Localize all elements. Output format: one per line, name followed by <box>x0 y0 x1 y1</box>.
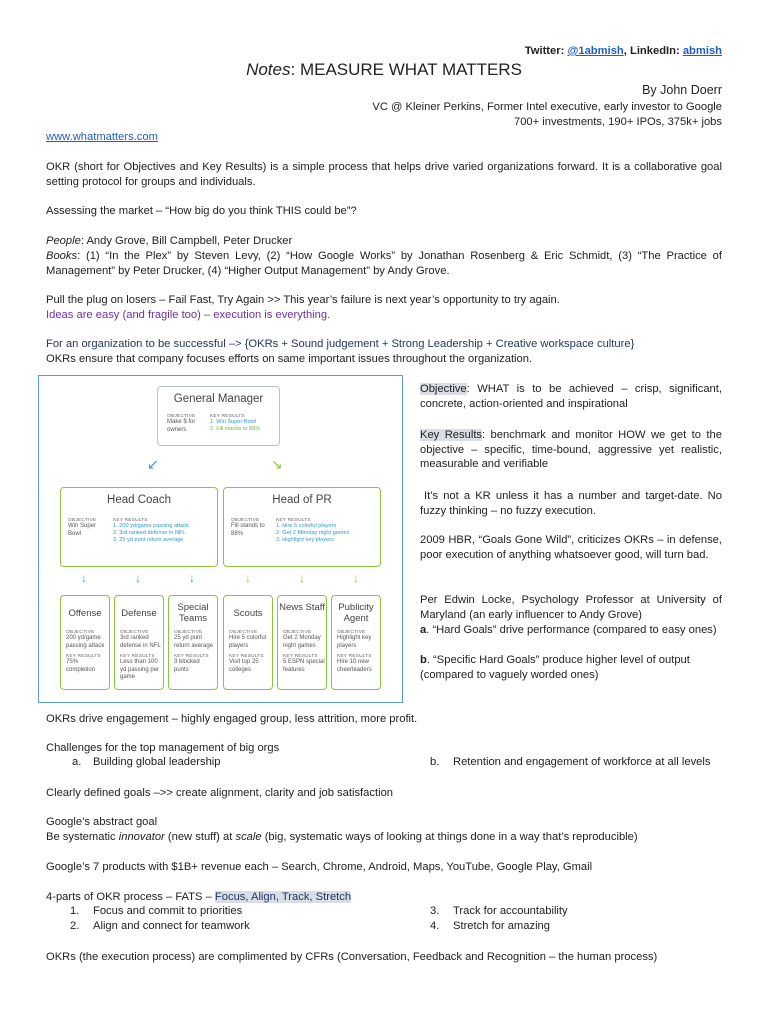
objective-text: : WHAT is to be achieved – crisp, significant, concrete, action-oriented and inspirational <box>420 383 722 410</box>
ns-kr-label: KEY RESULTS <box>283 654 318 659</box>
point-b-text: . “Specific Hard Goals” produce higher level of output (compared to vaguely worded ones) <box>420 654 690 681</box>
people-label: People <box>46 235 81 247</box>
scouts-box <box>223 595 273 690</box>
offense-box <box>60 595 110 690</box>
website-link[interactable]: www.whatmatters.com <box>46 131 158 143</box>
twitter-link[interactable]: @1abmish <box>567 45 624 57</box>
challenges-line: Challenges for the top management of big orgs <box>46 742 280 754</box>
challenge-a-mark: a. <box>72 756 82 768</box>
publicity-agent-box <box>331 595 381 690</box>
linkedin-label: LinkedIn: <box>629 45 683 57</box>
notes-colon: : <box>290 60 300 79</box>
fats-2: Align and connect for teamwork <box>93 920 250 932</box>
arrow-down-left-icon: ↙ <box>147 456 159 472</box>
ensure-line: OKRs ensure that company focuses efforts on same important issues throughout the organization. <box>46 353 533 365</box>
gm-kr-2: 2. Fill stands to 88% <box>210 426 261 433</box>
sc-kr-label: KEY RESULTS <box>229 654 264 659</box>
fats-highlight: Focus, Align, Track, Stretch <box>214 891 352 903</box>
fats-1: Focus and commit to priorities <box>93 905 243 917</box>
challenge-b: Retention and engagement of workforce at all levels <box>453 756 711 768</box>
hc-kr-label: KEY RESULTS <box>113 518 148 523</box>
fats-4: Stretch for amazing <box>453 920 551 932</box>
head-of-pr-box <box>223 487 381 567</box>
plug-line: Pull the plug on losers – Fail Fast, Try Again >> This year’s failure is next year’s opportunity to try again. <box>46 294 560 306</box>
systematic-line <box>46 830 638 845</box>
gm-obj-label: OBJECTIVE <box>167 414 196 419</box>
news-staff-title: News Staff <box>279 602 325 613</box>
abstract-goal-line: Google’s abstract goal <box>46 816 158 828</box>
off-kr: 75% completion <box>66 659 96 673</box>
books-label: Books <box>46 250 78 262</box>
st-objective: 25 yd punt return average <box>174 635 214 649</box>
pr-kr-1: 1. Hire 5 colorful players <box>276 523 337 529</box>
gm-title: General Manager <box>173 393 264 405</box>
people-line <box>46 234 292 249</box>
head-coach-title: Head Coach <box>107 494 171 506</box>
locke-note: Per Edwin Locke, Psychology Professor at University of Maryland (an early influencer to Andy Grove) <box>420 594 722 621</box>
locke-point-b <box>420 653 722 682</box>
hc-objective: Win Super Bowl <box>68 523 97 537</box>
challenge-a: Building global leadership <box>93 756 221 768</box>
hbr-note: 2009 HBR, “Goals Gone Wild”, criticizes OKRs – in defense, poor execution of anything whatsoever good, will turn bad. <box>420 534 722 561</box>
fats-3: Track for accountability <box>453 905 568 917</box>
cfr-line: OKRs (the execution process) are complimented by CFRs (Conversation, Feedback and Recognition – the human process) <box>46 951 658 963</box>
sys-part-1: Be systematic <box>46 831 119 843</box>
books-line <box>46 249 722 278</box>
pa-kr: Hire 10 new cheerleaders <box>337 659 372 673</box>
notes-prefix: Notes <box>246 60 291 79</box>
okr-definition: OKR (short for Objectives and Key Results) is a simple process that helps drive varied organizations forward. It is a collaborative goal setting protocol for groups and individuals. <box>46 161 722 188</box>
def-kr: Less than 100 yd passing per game <box>120 659 160 680</box>
objective-label: Objective <box>420 383 467 395</box>
ns-obj-label: OBJECTIVE <box>283 630 312 635</box>
products-line: Google’s 7 products with $1B+ revenue each – Search, Chrome, Android, Maps, YouTube, Google Play, Gmail <box>46 861 593 873</box>
books-text: : (1) “In the Plex” by Steven Levy, (2) “How Google Works” by Jonathan Rosenberg & Eric Schmidt, (3) “The Practice of Management” by Peter Drucker, (4) “Higher Output Management” by Andy Grove. <box>46 250 722 277</box>
defense-box <box>114 595 164 690</box>
off-kr-label: KEY RESULTS <box>66 654 101 659</box>
sys-part-2: (new stuff) at <box>164 831 236 843</box>
challenge-b-mark: b. <box>430 756 440 768</box>
gm-objective: Make $ for owners <box>167 419 196 433</box>
special-teams-box <box>168 595 218 690</box>
fats-3-mark: 3. <box>430 905 440 917</box>
offense-title: Offense <box>68 608 102 619</box>
hc-kr-1: 1. 200 yd/game passing attack <box>113 523 189 529</box>
gm-kr-1: 1. Win Super Bowl <box>210 419 257 425</box>
author-desc-1: VC @ Kleiner Perkins, Former Intel executive, early investor to Google <box>372 101 722 113</box>
locke-point-a <box>420 623 722 638</box>
arrow-down-icon: ↓ <box>353 571 359 585</box>
pr-objective: Fill stands to 88% <box>231 523 265 537</box>
fats-prefix: 4-parts of OKR process – FATS – <box>46 891 215 903</box>
key-results-label: Key Results <box>420 429 483 441</box>
def-obj-label: OBJECTIVE <box>120 630 149 635</box>
linkedin-link[interactable]: abmish <box>682 45 722 57</box>
arrow-down-icon: ↓ <box>135 571 141 585</box>
ns-kr: 5 ESPN special features <box>283 659 325 673</box>
author: By John Doerr <box>642 83 722 97</box>
title-text: MEASURE WHAT MATTERS <box>299 60 522 79</box>
okr-org-chart <box>38 375 403 703</box>
arrow-down-icon: ↓ <box>81 571 87 585</box>
scouts-title: Scouts <box>233 608 263 619</box>
success-line: For an organization to be successful –> {OKRs + Sound judgement + Strong Leadership + Creative workspace culture} <box>46 338 635 350</box>
def-kr-label: KEY RESULTS <box>120 654 155 659</box>
social-links <box>525 44 722 59</box>
key-results-definition <box>420 428 722 472</box>
st-obj-label: OBJECTIVE <box>174 630 203 635</box>
hc-kr-2: 2. 3rd ranked defense in NFL <box>113 530 186 537</box>
pr-kr-label: KEY RESULTS <box>276 518 311 523</box>
pa-obj-label: OBJECTIVE <box>337 630 366 635</box>
fats-line <box>46 890 351 905</box>
off-objective: 200 yd/game passing attack <box>66 635 105 649</box>
point-b-label: b <box>420 654 427 666</box>
st-kr-label: KEY RESULTS <box>174 654 209 659</box>
pr-kr-3: 3. Highlight key players <box>276 537 334 544</box>
gm-kr-label: KEY RESULTS <box>210 414 245 419</box>
arrow-down-icon: ↓ <box>299 571 305 585</box>
sc-kr: Visit top 25 colleges <box>229 659 259 673</box>
point-a-label: a <box>420 624 427 636</box>
separator: , <box>623 45 630 57</box>
page-title <box>0 60 768 80</box>
ns-objective: Get 2 Monday night games <box>283 635 321 649</box>
arrow-down-right-icon: ↘ <box>271 456 283 472</box>
sys-innovator: innovator <box>118 831 165 843</box>
head-of-pr-title: Head of PR <box>272 494 332 506</box>
point-a-text: . “Hard Goals” drive performance (compared to easy ones) <box>426 624 717 636</box>
clearly-line: Clearly defined goals –>> create alignment, clarity and job satisfaction <box>46 787 394 799</box>
engagement-line: OKRs drive engagement – highly engaged group, less attrition, more profit. <box>46 713 418 725</box>
hc-obj-label: OBJECTIVE <box>68 518 97 523</box>
off-obj-label: OBJECTIVE <box>66 630 95 635</box>
defense-title: Defense <box>121 608 157 619</box>
market-line: Assessing the market – “How big do you think THIS could be”? <box>46 205 357 217</box>
arrow-down-icon: ↓ <box>245 571 251 585</box>
not-kr-note: It’s not a KR unless it has a number and target-date. No fuzzy thinking – no fuzzy execution. <box>420 490 722 517</box>
twitter-label: Twitter: <box>524 45 568 57</box>
sc-obj-label: OBJECTIVE <box>229 630 258 635</box>
ideas-line: Ideas are easy (and fragile too) – execution is everything. <box>46 309 331 321</box>
fats-4-mark: 4. <box>430 920 440 932</box>
pa-kr-label: KEY RESULTS <box>337 654 372 659</box>
head-coach-box <box>60 487 218 567</box>
arrow-down-icon: ↓ <box>189 571 195 585</box>
hc-kr-3: 3. 25 yd punt return average <box>113 537 184 544</box>
special-teams-title: Special Teams <box>177 602 209 624</box>
publicity-agent-title: Publicity Agent <box>338 602 374 624</box>
key-results-text: : benchmark and monitor HOW we get to the objective – specific, time-bound, aggressive yet realistic, measurable and verifiable <box>420 429 722 470</box>
pa-objective: Highlight key players <box>337 635 372 649</box>
pr-obj-label: OBJECTIVE <box>231 518 260 523</box>
st-kr: 3 blocked punts <box>174 659 200 673</box>
objective-definition <box>420 382 722 411</box>
people-text: : Andy Grove, Bill Campbell, Peter Drucker <box>80 235 293 247</box>
gm-box <box>157 386 280 446</box>
sys-part-3: (big, systematic ways of looking at things done in a way that’s reproducible) <box>261 831 638 843</box>
sys-scale: scale <box>235 831 262 843</box>
sc-objective: Hire 5 colorful players <box>229 635 267 649</box>
pr-kr-2: 2. Get 2 Monday night games <box>276 530 350 537</box>
news-staff-box <box>277 595 327 690</box>
fats-2-mark: 2. <box>70 920 80 932</box>
author-desc-2: 700+ investments, 190+ IPOs, 375k+ jobs <box>513 116 722 128</box>
def-objective: 3rd ranked defense in NFL <box>120 635 161 649</box>
fats-1-mark: 1. <box>70 905 80 917</box>
